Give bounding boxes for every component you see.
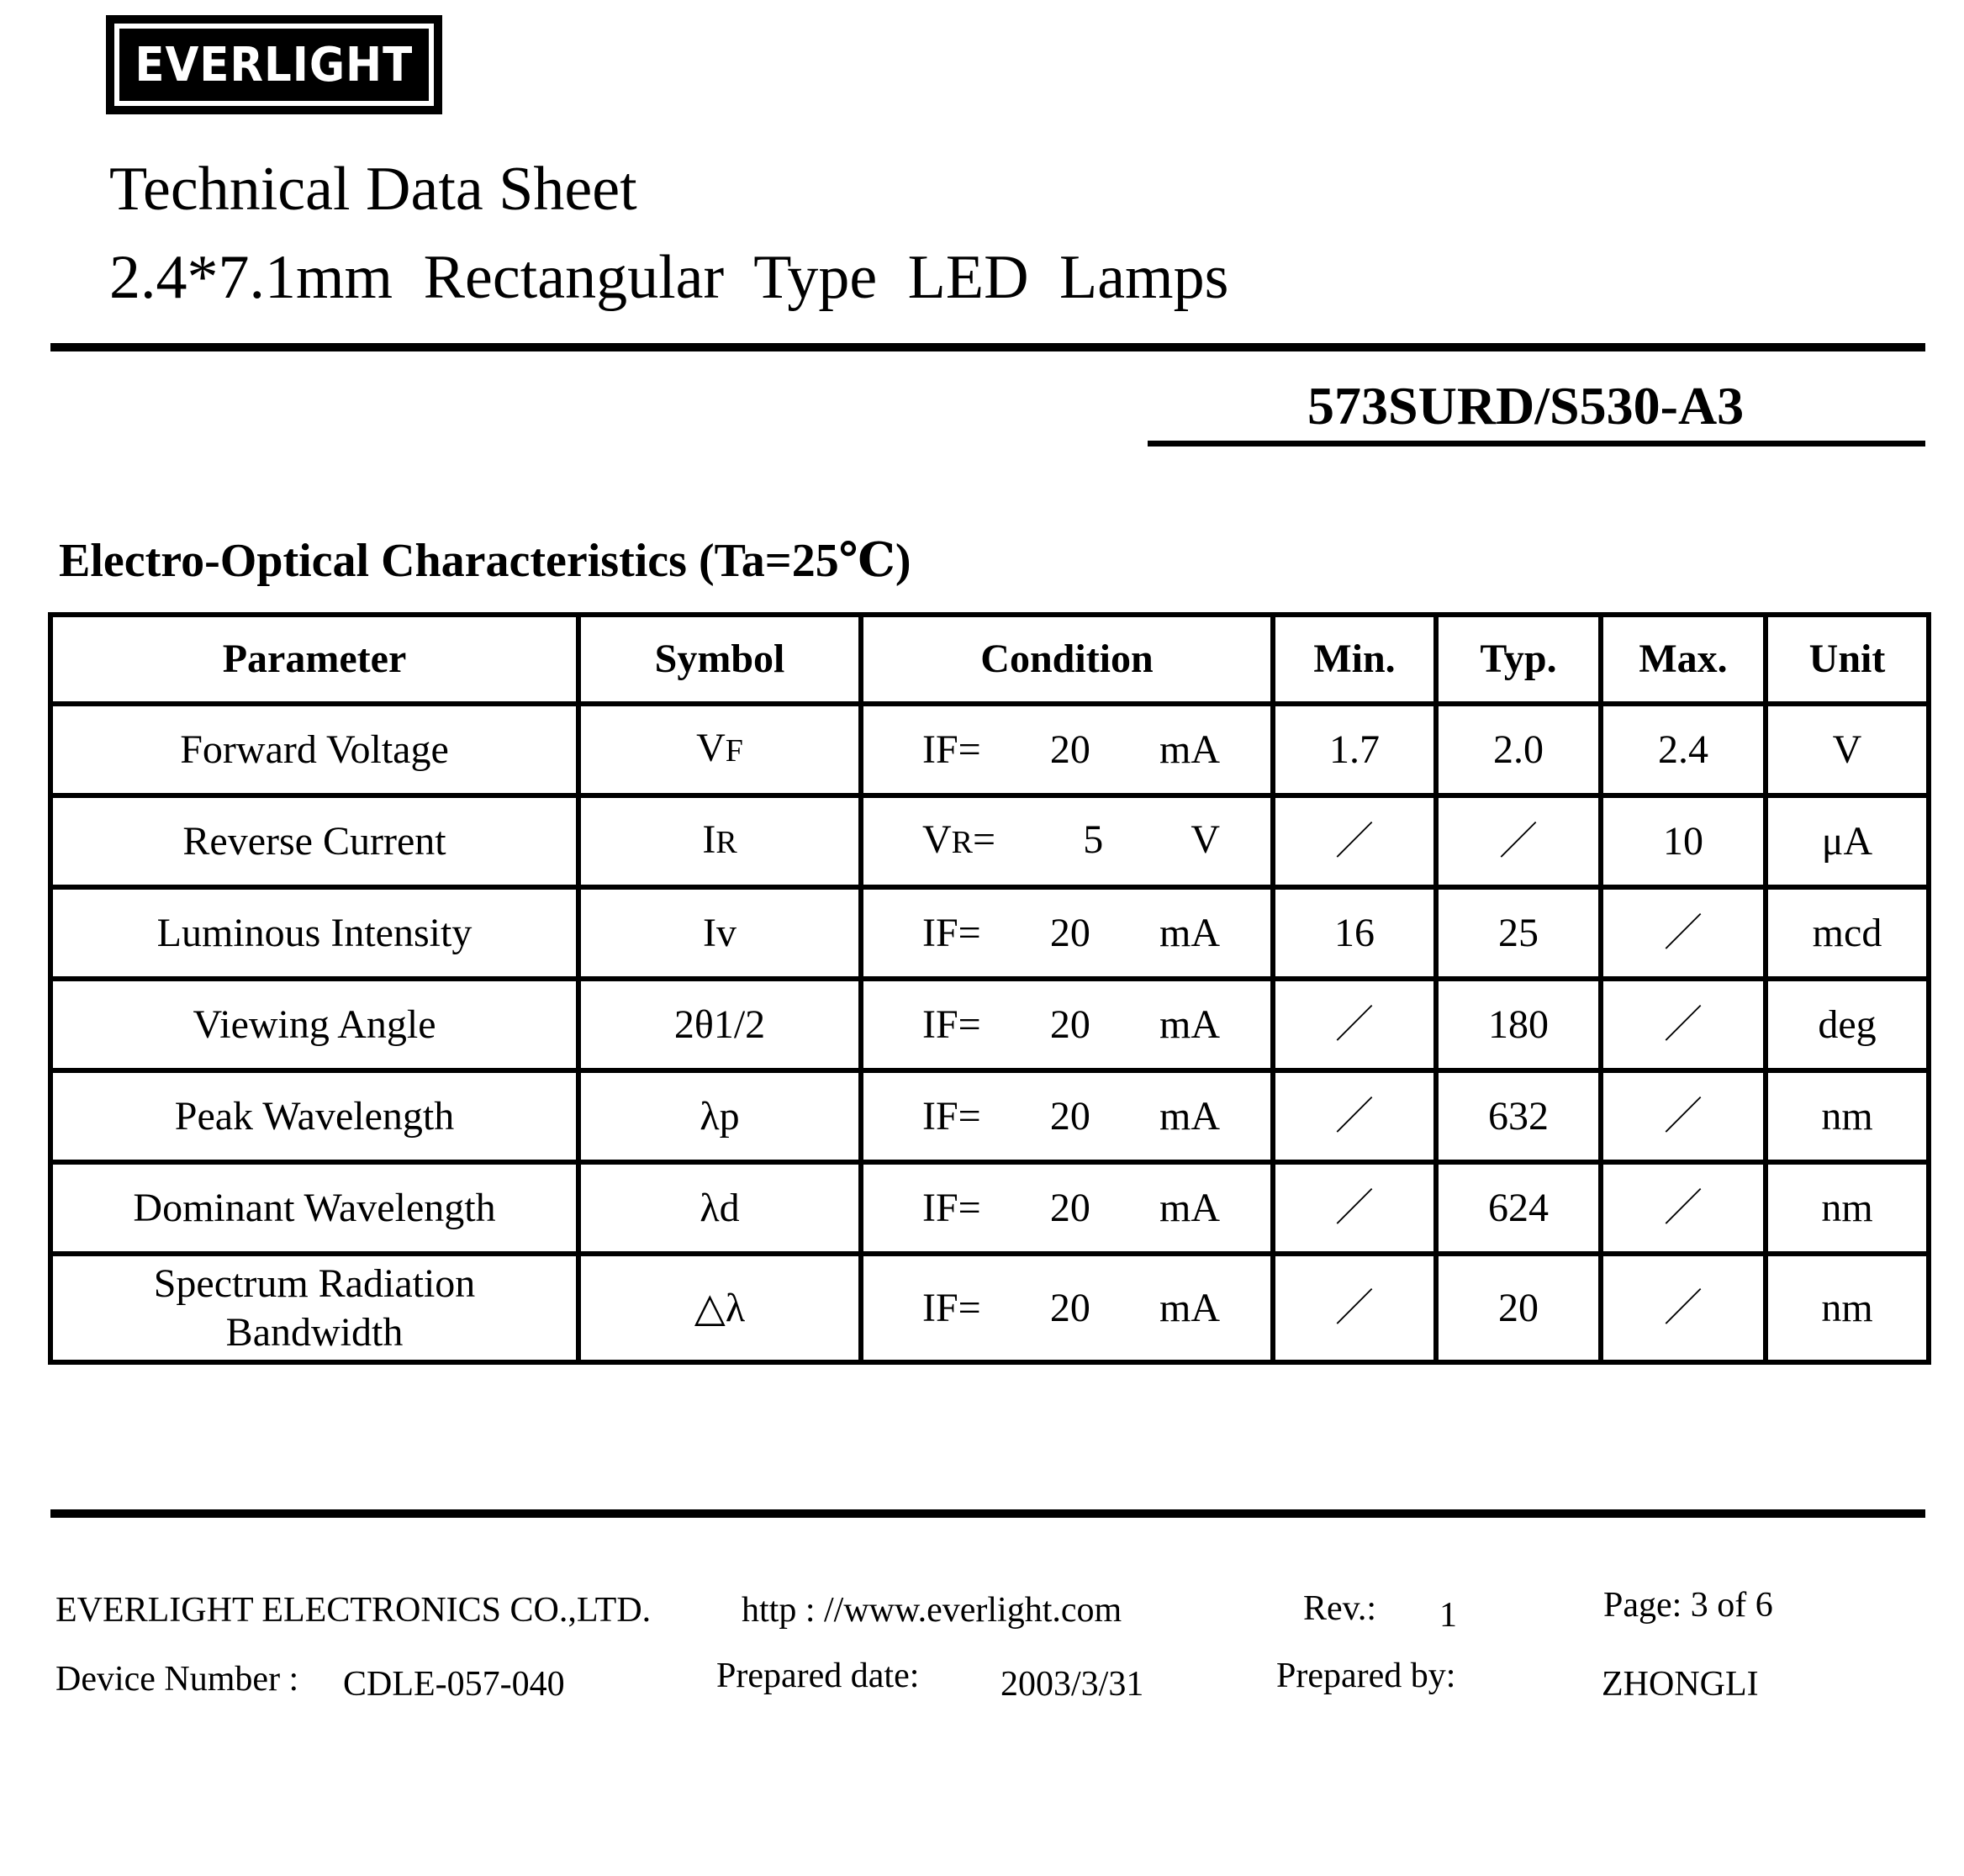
cell-min xyxy=(1273,795,1436,887)
cell-typ: 632 xyxy=(1436,1070,1601,1162)
cell-max: 2.4 xyxy=(1601,704,1766,795)
table-row xyxy=(50,1162,1929,1254)
cell-symbol: λp xyxy=(578,1070,861,1162)
not-specified-mark: ／ xyxy=(1335,1285,1374,1330)
cell-max xyxy=(1601,1162,1766,1254)
cell-condition xyxy=(861,795,1273,887)
footer-prepared-date: 2003/3/31 xyxy=(1000,1665,1144,1704)
cell-typ: 2.0 xyxy=(1436,704,1601,795)
not-specified-mark: ／ xyxy=(1664,1185,1703,1230)
cell-unit: V xyxy=(1766,704,1929,795)
cell-min: 1.7 xyxy=(1273,704,1436,795)
footer-page: Page: 3 of 6 xyxy=(1603,1586,1773,1625)
characteristics-table xyxy=(48,612,1931,1365)
cond-unit: mA xyxy=(1159,1093,1220,1139)
cond-unit: mA xyxy=(1159,1185,1220,1230)
footer-company: EVERLIGHT ELECTRONICS CO.,LTD. xyxy=(55,1591,652,1630)
cell-min xyxy=(1273,1162,1436,1254)
cell-min xyxy=(1273,1070,1436,1162)
cell-min xyxy=(1273,1254,1436,1362)
cell-symbol: 2θ1/2 xyxy=(578,979,861,1070)
cell-unit: nm xyxy=(1766,1162,1929,1254)
cell-typ: 25 xyxy=(1436,887,1601,979)
cond-value: 20 xyxy=(1049,1001,1090,1047)
header-parameter: Parameter xyxy=(50,615,578,704)
cell-condition xyxy=(861,979,1273,1070)
section-title: Electro-Optical Characteristics (Ta=25℃) xyxy=(59,535,911,587)
cell-symbol: λd xyxy=(578,1162,861,1254)
cell-condition xyxy=(861,704,1273,795)
cond-label: IF= xyxy=(922,1185,981,1230)
part-number-underline xyxy=(1148,441,1925,447)
cell-max: 10 xyxy=(1601,795,1766,887)
document-subtitle: 2.4*7.1mm Rectangular Type LED Lamps xyxy=(109,243,1229,312)
not-specified-mark: ／ xyxy=(1335,1001,1374,1047)
cell-parameter: Dominant Wavelength xyxy=(50,1162,578,1254)
not-specified-mark: ／ xyxy=(1664,1093,1703,1139)
symbol-subscript: R xyxy=(715,825,737,860)
header-rule xyxy=(50,343,1925,351)
cell-min: 16 xyxy=(1273,887,1436,979)
cell-parameter: Reverse Current xyxy=(50,795,578,887)
cond-label: IF= xyxy=(922,1001,981,1047)
header-symbol: Symbol xyxy=(578,615,861,704)
cond-label: IF= xyxy=(922,1285,981,1330)
cond-label: IF= xyxy=(922,727,981,772)
cond-value: 20 xyxy=(1049,1285,1090,1330)
header-unit: Unit xyxy=(1766,615,1929,704)
footer-rule xyxy=(50,1509,1925,1518)
not-specified-mark: ／ xyxy=(1335,818,1374,864)
header-max: Max. xyxy=(1601,615,1766,704)
cell-unit: nm xyxy=(1766,1070,1929,1162)
parameter-line-1: Spectrum Radiation xyxy=(153,1260,476,1306)
header-min: Min. xyxy=(1273,615,1436,704)
cell-unit: deg xyxy=(1766,979,1929,1070)
not-specified-mark: ／ xyxy=(1335,1093,1374,1139)
cell-typ: 20 xyxy=(1436,1254,1601,1362)
not-specified-mark: ／ xyxy=(1664,1001,1703,1047)
cond-value: 5 xyxy=(1083,817,1104,862)
cond-unit: mA xyxy=(1159,910,1220,955)
cond-value: 20 xyxy=(1049,1093,1090,1139)
cell-symbol: Iv xyxy=(578,887,861,979)
parameter-line-2: Bandwidth xyxy=(225,1309,404,1355)
not-specified-mark: ／ xyxy=(1664,910,1703,955)
table-row xyxy=(50,704,1929,795)
cond-value: 20 xyxy=(1049,1185,1090,1230)
cond-label: IF= xyxy=(922,910,981,955)
cond-unit: mA xyxy=(1159,1001,1220,1047)
footer-website[interactable]: http : //www.everlight.com xyxy=(742,1591,1122,1630)
footer-prepared-date-label: Prepared date: xyxy=(716,1657,920,1695)
cell-parameter xyxy=(50,1254,578,1362)
cell-parameter: Peak Wavelength xyxy=(50,1070,578,1162)
cell-typ xyxy=(1436,795,1601,887)
table-row xyxy=(50,887,1929,979)
everlight-logo xyxy=(106,15,442,114)
cell-unit: mcd xyxy=(1766,887,1929,979)
table-row xyxy=(50,1254,1929,1362)
cell-condition xyxy=(861,1162,1273,1254)
symbol-subscript: F xyxy=(725,733,743,769)
document-title: Technical Data Sheet xyxy=(109,155,637,224)
cell-max xyxy=(1601,979,1766,1070)
footer-prepared-by-label: Prepared by: xyxy=(1276,1657,1456,1695)
not-specified-mark: ／ xyxy=(1499,818,1538,864)
cell-typ: 624 xyxy=(1436,1162,1601,1254)
cell-condition xyxy=(861,887,1273,979)
cell-max xyxy=(1601,887,1766,979)
cell-parameter: Luminous Intensity xyxy=(50,887,578,979)
cell-condition xyxy=(861,1254,1273,1362)
cell-condition xyxy=(861,1070,1273,1162)
logo-text: EVERLIGHT xyxy=(135,37,414,92)
footer-device-number: CDLE-057-040 xyxy=(343,1665,565,1704)
cell-parameter: Forward Voltage xyxy=(50,704,578,795)
cond-label: VR= xyxy=(922,817,996,862)
header-typ: Typ. xyxy=(1436,615,1601,704)
cell-max xyxy=(1601,1254,1766,1362)
table-row xyxy=(50,1070,1929,1162)
cell-symbol: △λ xyxy=(578,1254,861,1362)
cond-label: IF= xyxy=(922,1093,981,1139)
cond-unit: mA xyxy=(1159,1285,1220,1330)
cond-unit: mA xyxy=(1159,727,1220,772)
table-row xyxy=(50,795,1929,887)
footer-rev-label: Rev.: xyxy=(1303,1589,1377,1628)
cell-symbol: VF xyxy=(578,704,861,795)
cell-typ: 180 xyxy=(1436,979,1601,1070)
part-number: 573SURD/S530-A3 xyxy=(1307,376,1745,436)
cond-value: 20 xyxy=(1049,910,1090,955)
footer-prepared-by: ZHONGLI xyxy=(1602,1665,1759,1704)
not-specified-mark: ／ xyxy=(1664,1285,1703,1330)
cell-unit: μA xyxy=(1766,795,1929,887)
table-row xyxy=(50,979,1929,1070)
cell-max xyxy=(1601,1070,1766,1162)
cond-value: 20 xyxy=(1049,727,1090,772)
not-specified-mark: ／ xyxy=(1335,1185,1374,1230)
cell-min xyxy=(1273,979,1436,1070)
footer-rev-value: 1 xyxy=(1439,1596,1457,1635)
table-header-row xyxy=(50,615,1929,704)
header-condition: Condition xyxy=(861,615,1273,704)
cell-parameter: Viewing Angle xyxy=(50,979,578,1070)
cell-unit: nm xyxy=(1766,1254,1929,1362)
footer-device-number-label: Device Number : xyxy=(55,1660,299,1699)
cond-unit: V xyxy=(1191,817,1220,862)
cell-symbol: IR xyxy=(578,795,861,887)
